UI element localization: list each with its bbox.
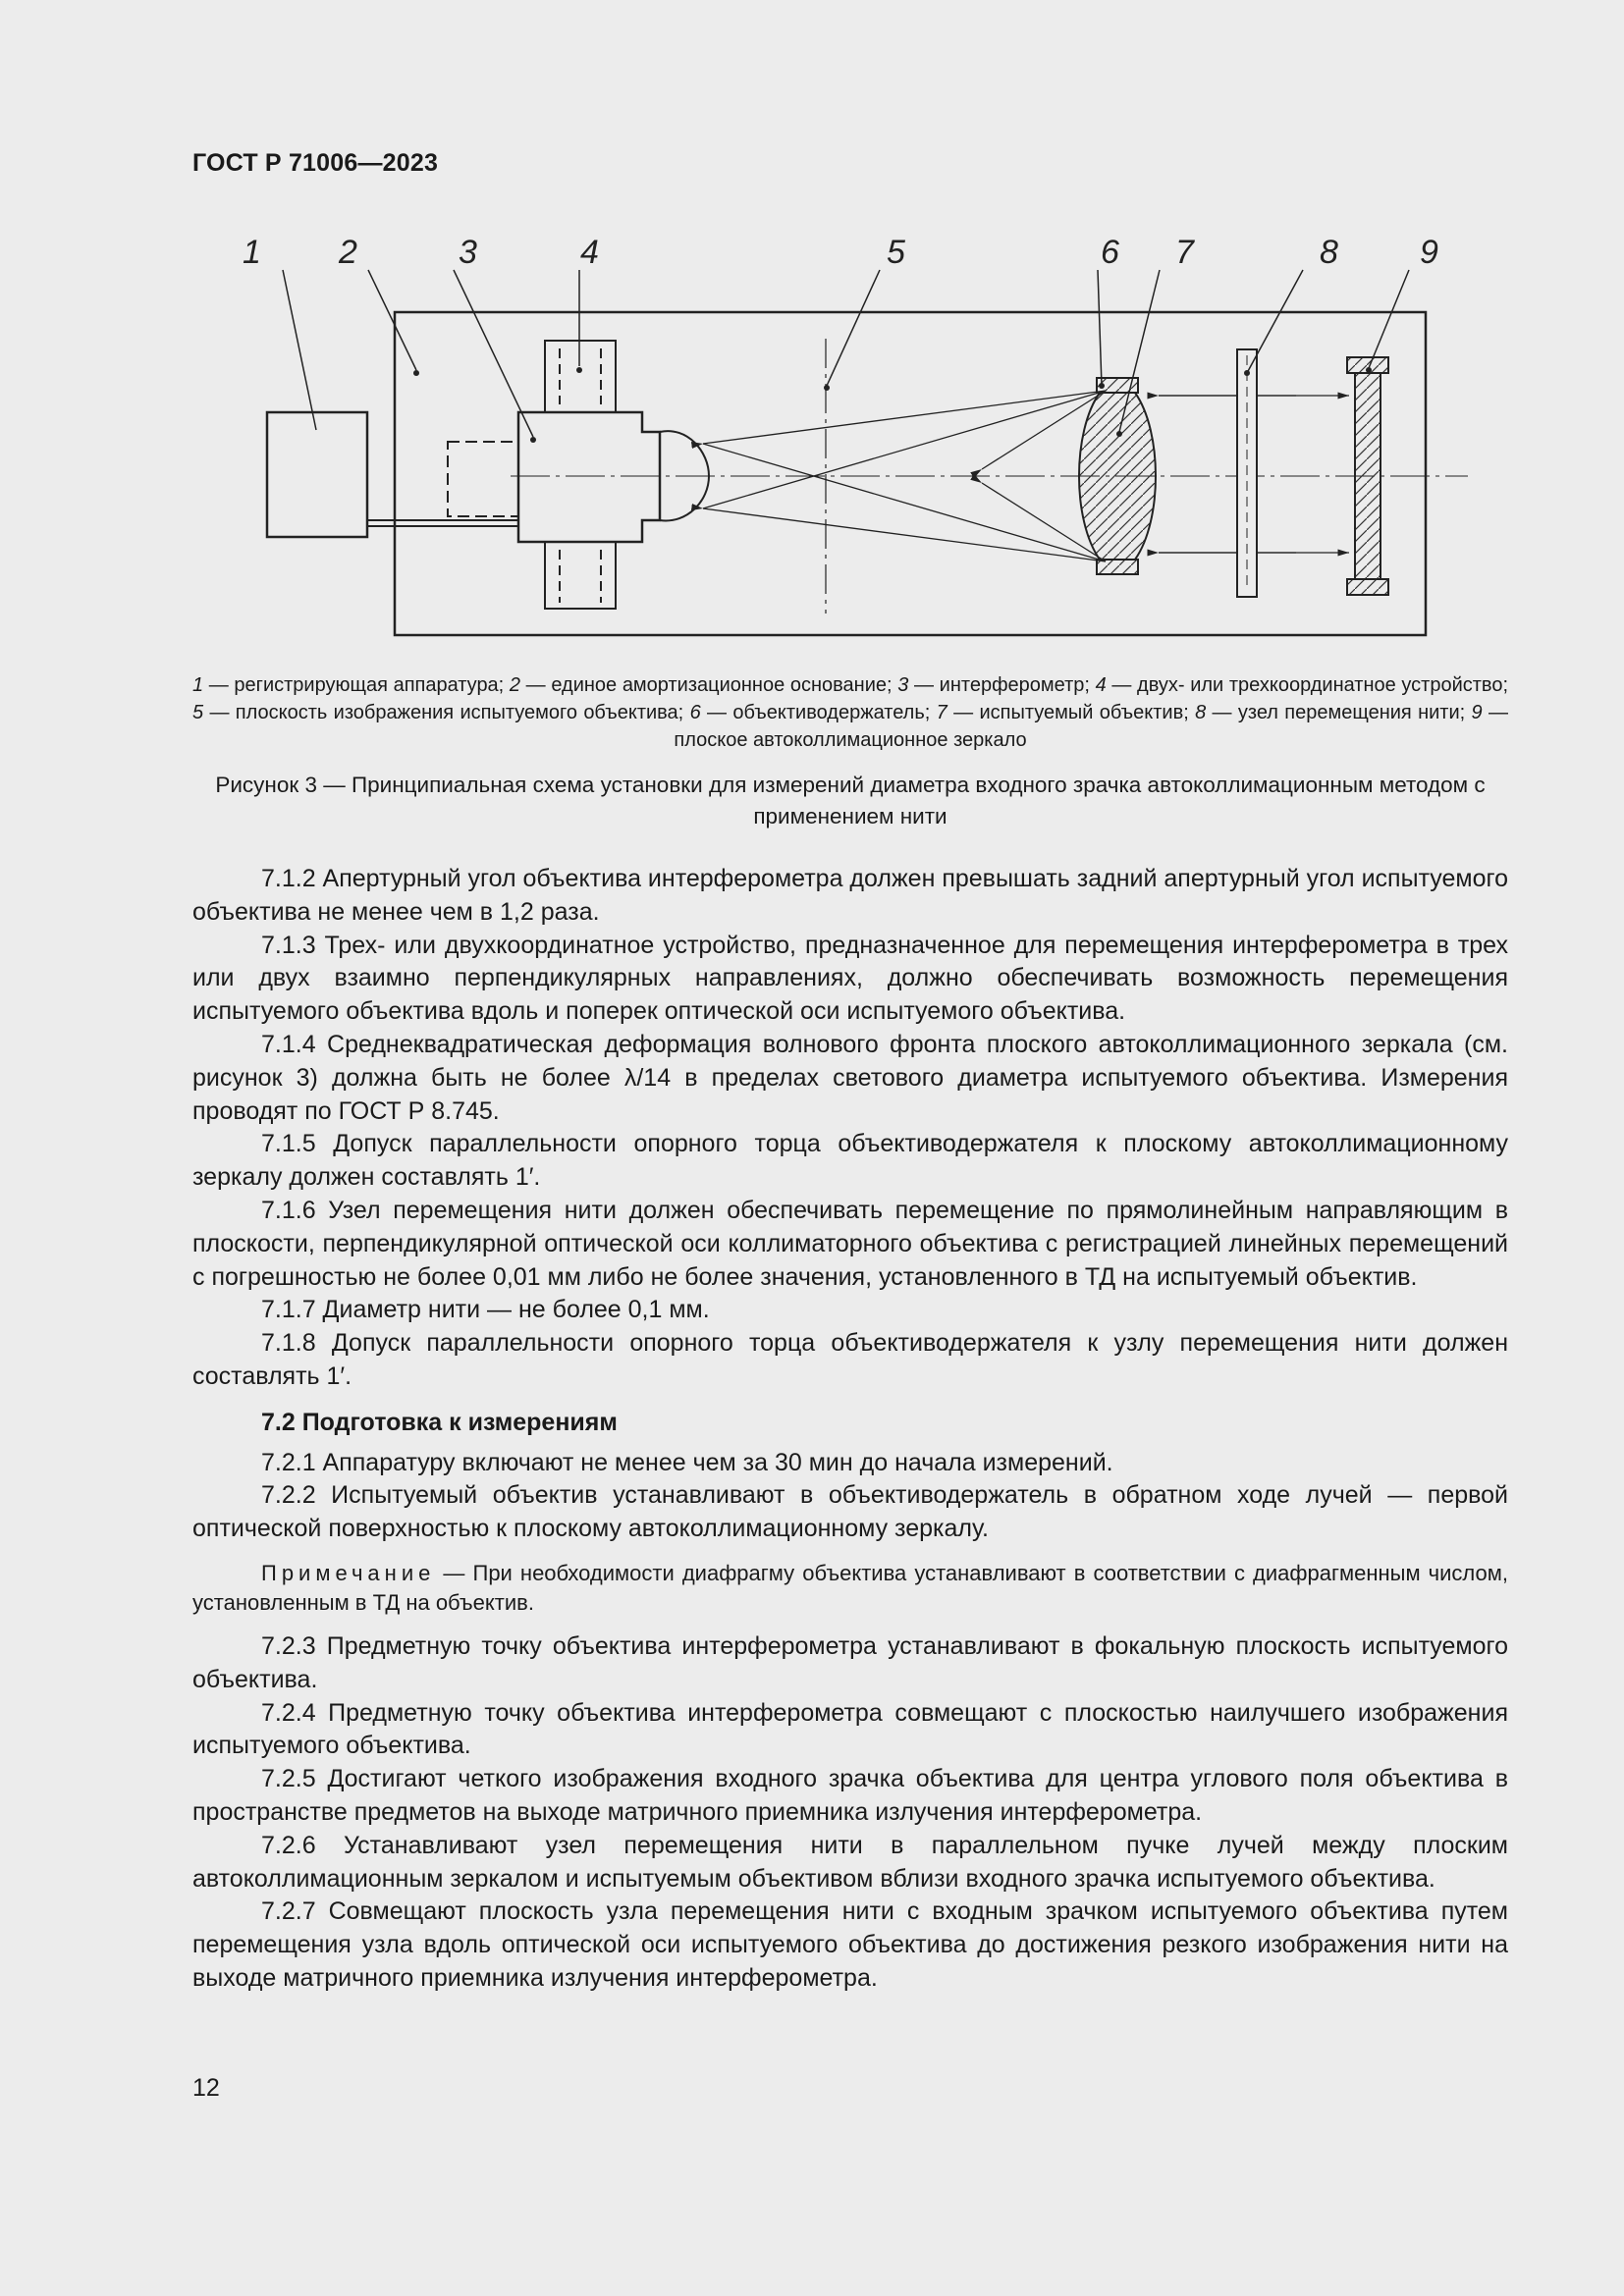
lens-holder-bottom <box>1097 560 1138 574</box>
paragraph-7-1-6: 7.1.6 Узел перемещения нити должен обеспечивать перемещение по прямолинейным направляющим в плоскости, перпендикулярной оптической оси коллиматорного объектива с регистрацией линейных перемещений с погрешностью не более 0,01 мм либо не более значения, установленного в ТД на испытуемый объектив. <box>192 1196 1508 1291</box>
paragraph-7-1-8: 7.1.8 Допуск параллельности опорного торца объективодержателя к узлу перемещения нити должен составлять 1′. <box>192 1329 1508 1390</box>
interferometer <box>518 412 660 542</box>
paragraph-7-2-4: 7.2.4 Предметную точку объектива интерферометра совмещают с плоскостью наилучшего изображения испытуемого объектива. <box>192 1698 1508 1760</box>
legend-text: — плоское автоколлимационное зеркало <box>674 702 1509 751</box>
figure-label-3: 3 <box>459 234 477 271</box>
legend-num: 9 <box>1471 702 1483 723</box>
figure-label-2: 2 <box>339 234 357 271</box>
figure-label-6: 6 <box>1101 234 1119 271</box>
legend-num: 5 <box>192 702 204 723</box>
mirror-cap-bottom <box>1347 579 1388 595</box>
paragraph-7-1-5: 7.1.5 Допуск параллельности опорного торца объективодержателя к плоскому автоколлимационному зеркалу должен составлять 1′. <box>192 1130 1508 1192</box>
figure-caption: Рисунок 3 — Принципиальная схема установки для измерений диаметра входного зрачка автоколлимационным методом с применением нити <box>215 773 1486 828</box>
legend-text: — единое амортизационное основание; <box>520 674 898 696</box>
paragraph-7-2-3: 7.2.3 Предметную точку объектива интерферометра устанавливают в фокальную плоскость испытуемого объектива. <box>192 1631 1508 1693</box>
note <box>192 1559 1508 1618</box>
legend-text: — узел перемещения нити; <box>1206 702 1472 723</box>
legend-text: — интерферометр; <box>908 674 1096 696</box>
recording-apparatus <box>267 412 367 537</box>
page-number: 12 <box>192 2074 220 2102</box>
paragraph-7-1-2: 7.1.2 Апертурный угол объектива интерферометра должен превышать задний апертурный угол испытуемого объектива не менее чем в 1,2 раза. <box>192 865 1508 926</box>
legend-num: 7 <box>936 702 947 723</box>
coord-device-top <box>545 341 616 412</box>
test-objective <box>1079 393 1156 560</box>
note-label: Примечание <box>261 1560 436 1585</box>
legend-num: 1 <box>192 674 204 696</box>
legend-num: 3 <box>897 674 909 696</box>
figure-label-1: 1 <box>243 234 261 271</box>
legend-text: — испытуемый объектив; <box>947 702 1196 723</box>
figure-label-4: 4 <box>580 234 599 271</box>
legend-text: — плоскость изображения испытуемого объектива; <box>203 702 690 723</box>
legend-num: 4 <box>1095 674 1107 696</box>
paragraph-7-2-2: 7.2.2 Испытуемый объектив устанавливают в объективодержатель в обратном ходе лучей — первой оптической поверхностью к плоскому автоколлимационному зеркалу. <box>192 1481 1508 1543</box>
legend-num: 6 <box>689 702 701 723</box>
paragraph-7-2-1: 7.2.1 Аппаратуру включают не менее чем за 30 мин до начала измерений. <box>261 1448 1113 1476</box>
paragraph-7-1-7: 7.1.7 Диаметр нити — не более 0,1 мм. <box>261 1296 710 1324</box>
coord-device-bottom <box>545 542 616 609</box>
figure-label-5: 5 <box>887 234 905 271</box>
paragraph-7-2-7: 7.2.7 Совмещают плоскость узла перемещения нити с входным зрачком испытуемого объектива путем перемещения узла вдоль оптической оси испытуемого объектива до достижения резкого изображения нити на выходе матричного приемника излучения интерферометра. <box>192 1897 1508 1992</box>
figure-legend <box>192 671 1508 754</box>
paragraph-7-1-3: 7.1.3 Трех- или двухкоординатное устройство, предназначенное для перемещения интерферометра в трех или двух взаимно перпендикулярных направлениях, должно обеспечивать возможность перемещения испытуемого объектива вдоль и поперек оптической оси испытуемого объектива. <box>192 931 1508 1026</box>
paragraph-7-2-6: 7.2.6 Устанавливают узел перемещения нити в параллельном пучке лучей между плоским автоколлимационным зеркалом и испытуемым объективом вблизи входного зрачка испытуемого объектива. <box>192 1831 1508 1893</box>
legend-text: — объективодержатель; <box>700 702 937 723</box>
legend-text: — регистрирующая аппаратура; <box>203 674 510 696</box>
schematic-diagram <box>192 228 1508 650</box>
figure-label-9: 9 <box>1420 234 1438 271</box>
document-header: ГОСТ Р 71006—2023 <box>192 149 439 177</box>
legend-num: 8 <box>1195 702 1207 723</box>
paragraph-7-1-4: 7.1.4 Среднеквадратическая деформация волнового фронта плоского автоколлимационного зеркала (см. рисунок 3) должна быть не более λ/14 в пределах светового диаметра испытуемого объектива. Измерения проводят по ГОСТ Р 8.745. <box>192 1030 1508 1125</box>
legend-text: — двух- или трехкоординатное устройство; <box>1106 674 1509 696</box>
note-text: — При необходимости диафрагму объектива устанавливают в соответствии с диафрагменным числом, установленным в ТД на объектив. <box>192 1560 1508 1615</box>
legend-num: 2 <box>509 674 521 696</box>
document-body <box>192 863 1508 1996</box>
camera-module <box>448 442 518 516</box>
section-heading-7-2: 7.2 Подготовка к измерениям <box>261 1408 618 1436</box>
figure-label-7: 7 <box>1175 234 1194 271</box>
base-plate <box>395 312 1426 635</box>
autocollimation-mirror <box>1355 373 1380 579</box>
figure-label-8: 8 <box>1320 234 1338 271</box>
paragraph-7-2-5: 7.2.5 Достигают четкого изображения входного зрачка объектива для центра углового поля объектива в пространстве предметов на выходе матричного приемника излучения интерферометра. <box>192 1765 1508 1826</box>
